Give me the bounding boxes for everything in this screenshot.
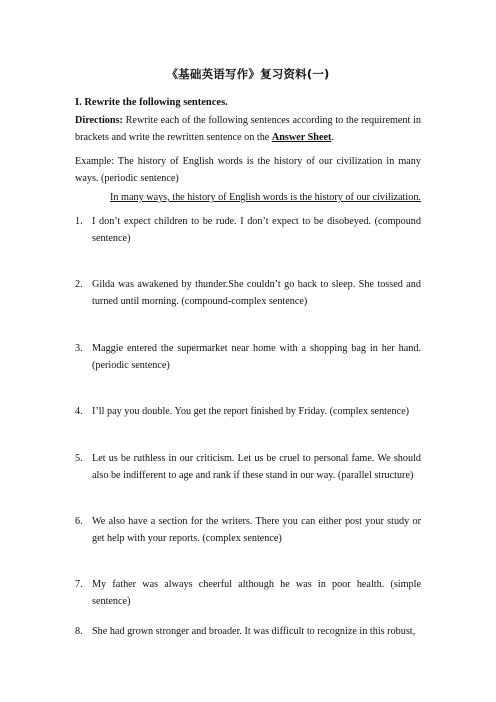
question-number: 2. — [75, 279, 83, 290]
example-paragraph: Example: The history of English words is the history of our civilization in many ways. (periodic sentence) — [75, 156, 421, 184]
question-text: I don’t expect children to be rude. I don’t expect to be disobeyed. (compound sentence) — [92, 216, 421, 244]
question-number: 8. — [75, 626, 83, 637]
question-item-2 — [75, 276, 421, 310]
question-item-8 — [75, 623, 421, 640]
question-text: I’ll pay you double. You get the report finished by Friday. (complex sentence) — [92, 406, 410, 417]
example-answer-text: In many ways, the history of English words is the history of our civilization — [110, 192, 419, 203]
answer-sheet-label: Answer Sheet — [271, 132, 332, 143]
question-number: 5. — [75, 453, 83, 464]
question-number: 6. — [75, 516, 83, 527]
question-text: We also have a section for the writers. There you can either post your study or get help with your reports. (complex sentence) — [92, 516, 421, 544]
question-item-7 — [75, 576, 421, 610]
directions-label: Directions: — [75, 115, 123, 126]
question-item-5 — [75, 450, 421, 484]
question-text: Gilda was awakened by thunder.She couldn’t go back to sleep. She tossed and turned until morning. (compound-complex sentence) — [92, 279, 421, 307]
question-text: Let us be ruthless in our criticism. Let us be cruel to personal fame. We should also be indifferent to age and rank if these stand in our way. (parallel structure) — [92, 453, 421, 481]
question-number: 1. — [75, 216, 83, 227]
question-text: My father was always cheerful although he was in poor health. (simple sentence) — [92, 579, 421, 607]
directions-end: . — [331, 132, 334, 143]
question-item-3 — [75, 340, 421, 374]
directions-paragraph — [75, 112, 421, 146]
question-item-1 — [75, 213, 421, 247]
question-item-6 — [75, 513, 421, 547]
directions-text: Rewrite each of the following sentences according to the requirement in brackets and write the rewritten sentence on the — [75, 115, 421, 143]
question-number: 3. — [75, 343, 83, 354]
example-answer — [110, 189, 421, 206]
section-heading: I. Rewrite the following sentences. — [75, 97, 228, 108]
question-item-4 — [75, 403, 421, 420]
question-number: 4. — [75, 406, 83, 417]
document-title: 《基础英语写作》复习资料(一) — [166, 67, 330, 81]
question-text: She had grown stronger and broader. It was difficult to recognize in this robust, — [92, 626, 416, 637]
question-number: 7. — [75, 579, 83, 590]
example-answer-end: . — [418, 192, 421, 203]
question-text: Maggie entered the supermarket near home with a shopping bag in her hand. (periodic sentence) — [92, 343, 421, 371]
